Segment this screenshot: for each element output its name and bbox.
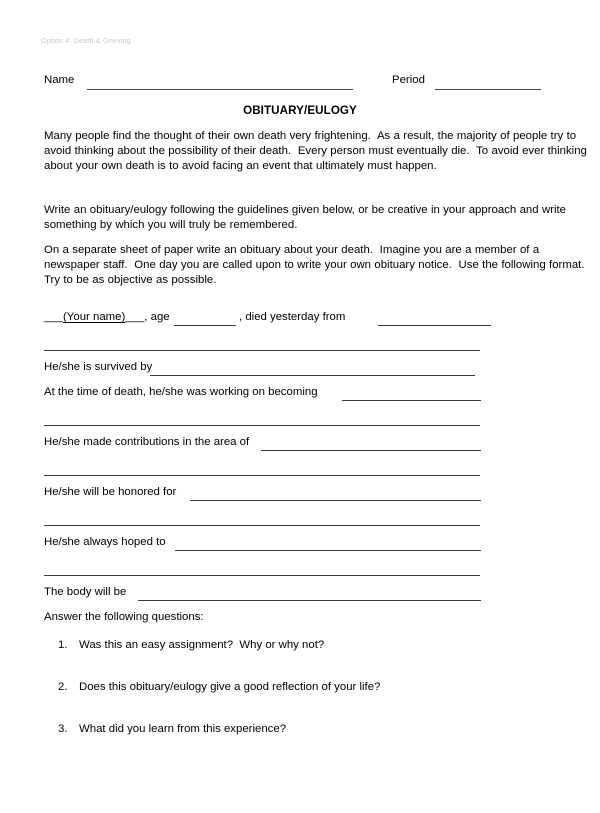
- question-text: Does this obituary/eulogy give a good reflection of your life?: [79, 681, 381, 693]
- died-yesterday-text: , died yesterday from: [239, 311, 349, 323]
- question-number: 1.: [58, 639, 68, 651]
- form-line-continuation-4: [44, 511, 564, 536]
- continuation-blank-field[interactable]: [44, 425, 480, 426]
- form-line-honored-for: [44, 486, 564, 511]
- prefix-underscore: ___: [44, 311, 64, 323]
- continuation-blank-field[interactable]: [44, 575, 480, 576]
- cause-of-death-blank-field[interactable]: [378, 325, 491, 326]
- question-item: [58, 723, 558, 765]
- form-line-your-name-age-died: [44, 311, 564, 336]
- form-line-survived-by: [44, 361, 564, 386]
- form-line-always-hoped-to: [44, 536, 564, 561]
- form-line-the-body-will-be: [44, 586, 564, 611]
- the-body-will-be-label: The body will be: [44, 586, 130, 598]
- form-line-working-on-becoming: [44, 386, 564, 411]
- name-period-row: [44, 74, 564, 92]
- honored-for-label: He/she will be honored for: [44, 486, 180, 498]
- age-blank-field[interactable]: [174, 325, 236, 326]
- name-blank-field[interactable]: [87, 89, 353, 90]
- intro-paragraph: Many people find the thought of their own death very frightening. As a result, the majority of people try to avoid thinking about the possibility of their death. Every person must eventually die. To avoid ever thinking about your own death is to avoid facing an event that ultimately must happen.: [44, 130, 591, 173]
- assignment-paragraph: On a separate sheet of paper write an obituary about your death. Imagine you are a member of a newspaper staff. One day you are called upon to write your own obituary notice. Use the following format. Try to be as objective as possible.: [44, 244, 592, 287]
- obituary-form-block: [44, 311, 564, 611]
- document-running-header: Option 4 Death & Grieving: [41, 36, 131, 45]
- age-lead-in-text: , age: [144, 311, 173, 323]
- your-name-placeholder[interactable]: (Your name): [63, 311, 126, 323]
- period-blank-field[interactable]: [435, 89, 541, 90]
- question-number: 3.: [58, 723, 68, 735]
- name-label: Name: [44, 74, 75, 86]
- page-title: OBITUARY/EULOGY: [243, 104, 357, 117]
- your-name-line-text: [44, 311, 173, 323]
- continuation-blank-field[interactable]: [44, 350, 480, 351]
- contributions-blank-field[interactable]: [261, 450, 481, 451]
- working-on-becoming-label: At the time of death, he/she was working on becoming: [44, 386, 321, 398]
- form-line-continuation-3: [44, 461, 564, 486]
- questions-list: [58, 639, 558, 765]
- always-hoped-to-blank-field[interactable]: [175, 550, 481, 551]
- contributions-label: He/she made contributions in the area of: [44, 436, 253, 448]
- questions-lead-in: Answer the following questions:: [44, 611, 204, 623]
- question-text: What did you learn from this experience?: [79, 723, 287, 735]
- form-line-continuation-2: [44, 411, 564, 436]
- continuation-blank-field[interactable]: [44, 525, 480, 526]
- the-body-will-be-blank-field[interactable]: [138, 600, 481, 601]
- always-hoped-to-label: He/she always hoped to: [44, 536, 169, 548]
- question-item: [58, 681, 558, 723]
- survived-by-label: He/she is survived by: [44, 361, 156, 373]
- honored-for-blank-field[interactable]: [190, 500, 481, 501]
- question-number: 2.: [58, 681, 68, 693]
- question-text: Was this an easy assignment? Why or why not?: [79, 639, 325, 651]
- question-item: [58, 639, 558, 681]
- form-line-continuation-5: [44, 561, 564, 586]
- period-label: Period: [392, 74, 425, 86]
- instructions-paragraph: Write an obituary/eulogy following the guidelines given below, or be creative in your approach and write something by which you will truly be remembered.: [44, 204, 570, 232]
- working-on-becoming-blank-field[interactable]: [342, 400, 481, 401]
- form-line-continuation-1: [44, 336, 564, 361]
- form-line-contributions: [44, 436, 564, 461]
- survived-by-blank-field[interactable]: [150, 375, 475, 376]
- suffix-underscore: ___: [125, 311, 145, 323]
- continuation-blank-field[interactable]: [44, 475, 480, 476]
